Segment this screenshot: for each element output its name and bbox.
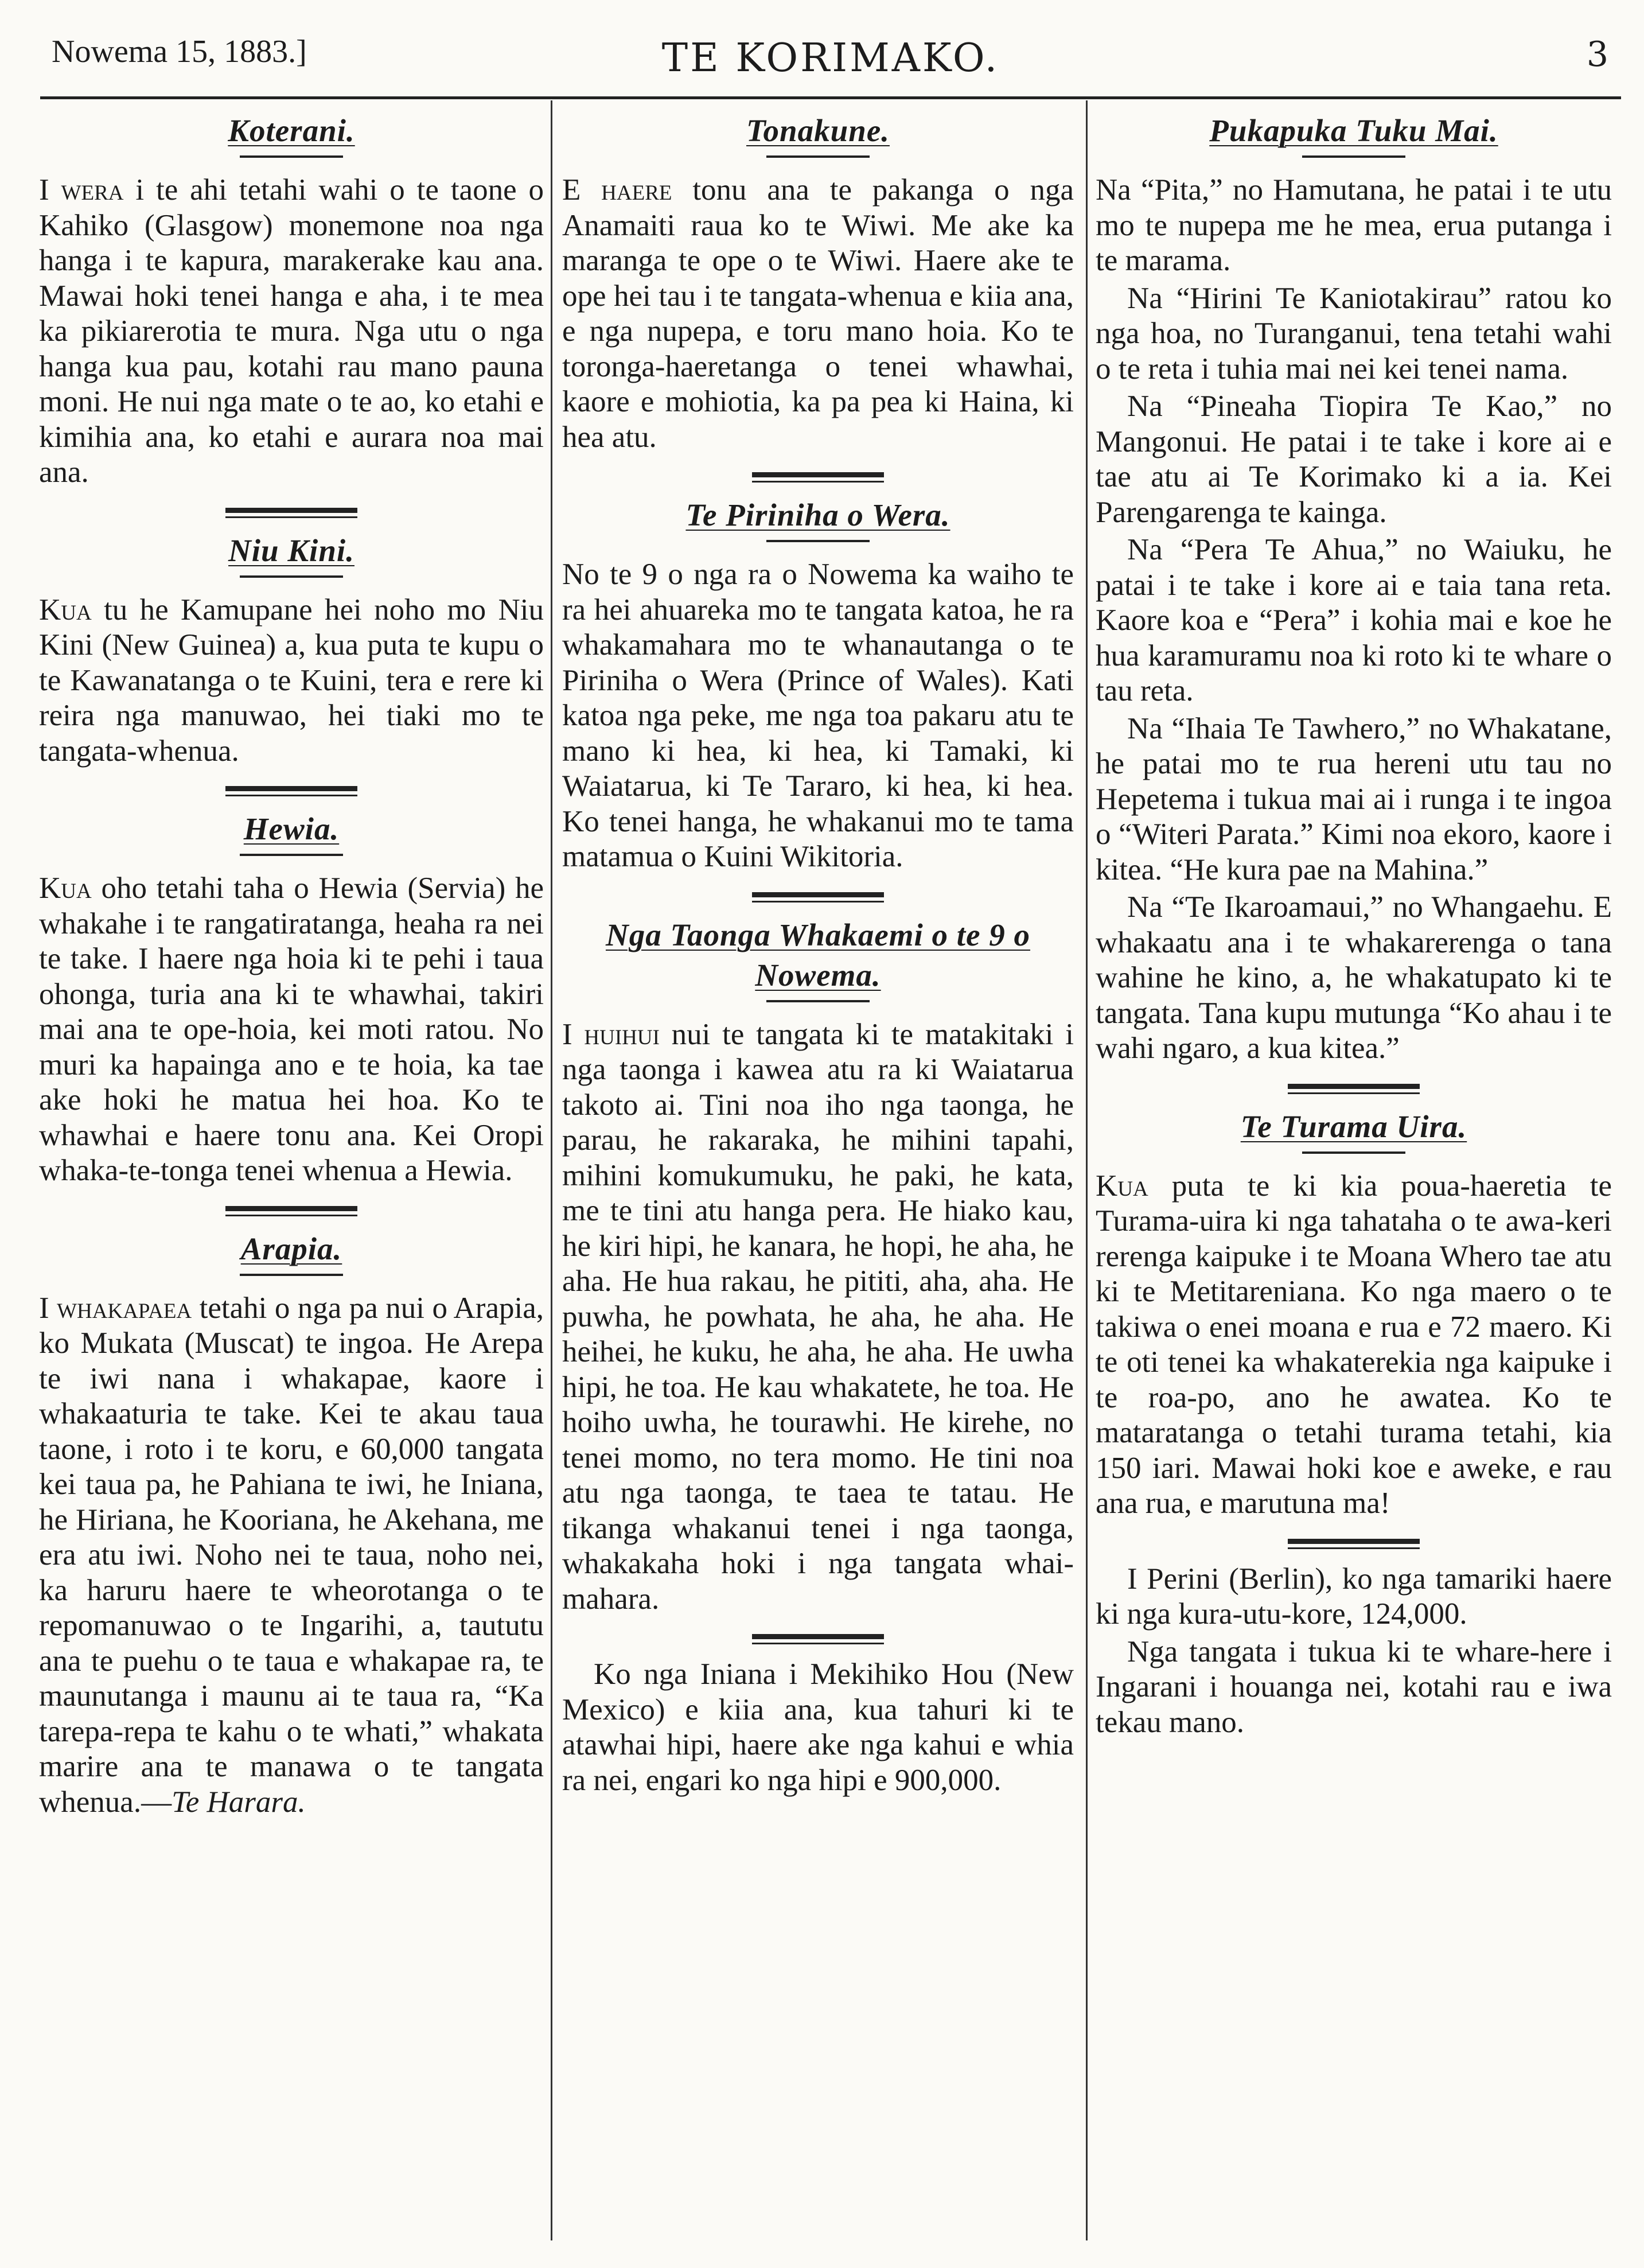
column-3 <box>1096 100 1612 2240</box>
article-title: Arapia. <box>240 1231 342 1266</box>
section-divider <box>225 786 357 796</box>
title-rule <box>766 540 870 542</box>
article-body: I wera i te ahi tetahi wahi o te taone o Kahiko (Glasgow) monemone noa nga hanga i te kapura, marakerake kau ana. Mawai hoki tenei hanga e aha, i te mea ka pikiarerotia te mura. Nga utu o nga hanga kua pau, kotahi rau mano pauna moni. He nui nga mate o te ao, ko etahi e kimihia ana, ko etahi e aurara noa mai ana. <box>39 173 544 489</box>
letter-note: Na “Ihaia Te Tawhero,” no Whakatane, he patai mo te rua hereni utu tau no Hepetema i tukua mai ai i runga i te ingoa o “Witeri Parata.” Kimi noa ekoro, kaore i kitea. “He kura pae na Mahina.” <box>1096 711 1612 886</box>
article-title: Tonakune. <box>746 113 890 148</box>
article-body: Nga tangata i tukua ki te whare-here i Ingarani i houanga nei, kotahi rau e iwa tekau mano. <box>1096 1635 1612 1739</box>
article-body: I huihui nui te tangata ki te matakitaki i nga taonga i kawea atu ra ki Waiatarua takoto ai. Tini noa iho nga taonga, he parau, he rakaraka, he mihini tapahi, mihini komukumuku, he paki, he kata, me te tini atu hanga pera. He hiako kau, he kiri hipi, he kanara, he hopi, he aha, he aha. He hua rakau, he pititi, aha, aha. He puwha, he powhata, he aha, he aha. He heihei, he kuku, he aha, he aha. He uwha hipi, he toa. He kau whakatete, he toa. He hoiho uwha, he tourawhi. He kirehe, no tenei momo, no tera momo. He tini noa atu nga taonga, te taea te tatau. He tikanga whakanui tenei i nga taonga, whakakaha hoki i nga tangata whai-mahara. <box>562 1017 1074 1616</box>
article-title: Hewia. <box>243 811 340 846</box>
newspaper-title: TE KORIMAKO. <box>661 36 1000 81</box>
section-divider <box>752 1634 884 1644</box>
title-rule <box>1302 155 1405 158</box>
article-body: I whakapaea tetahi o nga pa nui o Arapia, ko Mukata (Muscat) te ingoa. He Arepa te iwi nana i whakapae, kaore i whakaaturia te take. Kei te akau taua taone, i roto i te koru, e 60,000 tangata kei taua pa, he Pahiana te iwi, he Iniana, he Hiriana, he Kooriana, he Akehana, me era atu iwi. Noho nei te taua, noho nei, ka haruru haere te wheorotanga o te repomanuwao o te Ingarihi, a, taututu ana te puehu o te taua e whakapae ra, te maunutanga i maunu ai te taua ra, “Ka tarepa-repa te kahu o te whati,” whakata marire ana te manawa o te tangata whenua.—Te Harara. <box>39 1291 544 1819</box>
section-divider <box>225 1206 357 1216</box>
column-2 <box>562 100 1074 2240</box>
masthead <box>40 22 1621 99</box>
article-title: Nga Taonga Whakaemi o te 9 o Nowema. <box>605 917 1031 993</box>
section-divider <box>1288 1539 1420 1549</box>
section-divider <box>225 508 357 518</box>
section-divider <box>752 472 884 483</box>
article-body: Kua tu he Kamupane hei noho mo Niu Kini (New Guinea) a, kua puta te kupu o te Kawanatanga o te Kuini, tera e rere ki reira nga manuwao, hei tiaki mo te tangata-whenua. <box>39 593 544 768</box>
title-rule <box>766 155 870 158</box>
issue-date: Nowema 15, 1883.] <box>52 34 307 69</box>
article-title: Te Turama Uira. <box>1240 1108 1467 1144</box>
title-rule <box>1302 1151 1405 1154</box>
article-title: Pukapuka Tuku Mai. <box>1209 113 1498 148</box>
letter-note: Na “Te Ikaroamaui,” no Whangaehu. E whakaatu ana i te whakarerenga o tana wahine he kino, a, he whakatupato ki te tangata. Tana kupu mutunga “Ko ahau i te wahi ngaro, a kua kitea.” <box>1096 890 1612 1065</box>
article-credit: Te Harara. <box>172 1785 306 1819</box>
article-body: I Perini (Berlin), ko nga tamariki haere ki nga kura-utu-kore, 124,000. <box>1096 1562 1612 1631</box>
title-rule <box>240 1274 343 1276</box>
article-body: Kua oho tetahi taha o Hewia (Servia) he whakahe i te rangatiratanga, heaha ra nei te take. I haere nga hoia ki te pehi i taua ohonga, turia ana ki te whawhai, takiri mai ana te ope-hoia, kei moti ratou. No muri ka hapainga ano e te hoia, ka tae ake hoki he matua hei hoa. Ko te whawhai e haere tonu ana. Kei Oropi whaka-te-tonga tenei whenua a Hewia. <box>39 872 544 1187</box>
page-number: 3 <box>1586 34 1608 75</box>
title-rule <box>240 155 343 158</box>
article-title: Te Piriniha o Wera. <box>685 497 950 532</box>
letter-note: Na “Hirini Te Kaniotakirau” ratou ko nga hoa, no Turanganui, tena tetahi wahi o te reta i tuhia mai nei kei tenei nama. <box>1096 281 1612 386</box>
column-1 <box>39 100 544 2240</box>
letter-note: Na “Pita,” no Hamutana, he patai i te utu mo te nupepa me he mea, erua putanga i te marama. <box>1096 173 1612 277</box>
section-divider <box>752 892 884 902</box>
title-rule <box>240 854 343 856</box>
letter-note: Na “Pineaha Tiopira Te Kao,” no Mangonui. He patai i te take i kore ai e tae atu ai Te Korimako ki a ia. Kei Parengarenga te kainga. <box>1096 390 1612 529</box>
article-body: Ko nga Iniana i Mekihiko Hou (New Mexico) e kiia ana, kua tahuri ki te atawhai hipi, haere ake nga kahui e whia ra nei, engari ko nga hipi e 900,000. <box>562 1658 1074 1797</box>
letter-note: Na “Pera Te Ahua,” no Waiuku, he patai i te take i kore ai e taia tana reta. Kaore koa e “Pera” i kohia mai e koe he hua karamuramu noa ki roto ki te whare o tau reta. <box>1096 533 1612 707</box>
article-body: E haere tonu ana te pakanga o nga Anamaiti raua ko te Wiwi. Me ake ka maranga te ope o te Wiwi. Haere ake te ope hei tau i te tangata-whenua e kiia ana, e nga nupepa, e toru mano hoia. Ko te toronga-haeretanga o tenei whawhai, kaore e mohiotia, ka pa pea ki Haina, ki hea atu. <box>562 173 1074 454</box>
title-rule <box>240 575 343 578</box>
article-body: No te 9 o nga ra o Nowema ka waiho te ra hei ahuareka mo te tangata katoa, he ra whakamahara mo te whanautanga o te Piriniha o Wera (Prince of Wales). Kati katoa nga peke, me nga toa pakaru atu te mano ki hea, ki hea, ki Tamaki, ki Waiatarua, ki Te Tararo, ki hea, ki hea. Ko tenei hanga, he whakanui mo te tama matamua o Kuini Wikitoria. <box>562 558 1074 873</box>
section-divider <box>1288 1084 1420 1094</box>
column-divider <box>551 100 552 2240</box>
article-title: Niu Kini. <box>228 532 354 568</box>
article-body: Kua puta te ki kia poua-haeretia te Turama-uira ki nga tahataha o te awa-keri rerenga kaipuke i te Moana Whero tae atu ki te Metitareniana. Ko nga maero o te takiwa o enei moana e rua e 72 maero. Ki te oti tenei ka whakaterekia nga kaipuke i te roa-po, ano he awatea. Ko te mataratanga o tetahi turama tetahi, kia 150 iari. Mawai hoki koe e aweke, e rau ana rua, e marutuna ma! <box>1096 1169 1612 1520</box>
article-title: Koterani. <box>228 113 355 148</box>
column-divider <box>1086 100 1088 2240</box>
title-rule <box>766 1000 870 1002</box>
